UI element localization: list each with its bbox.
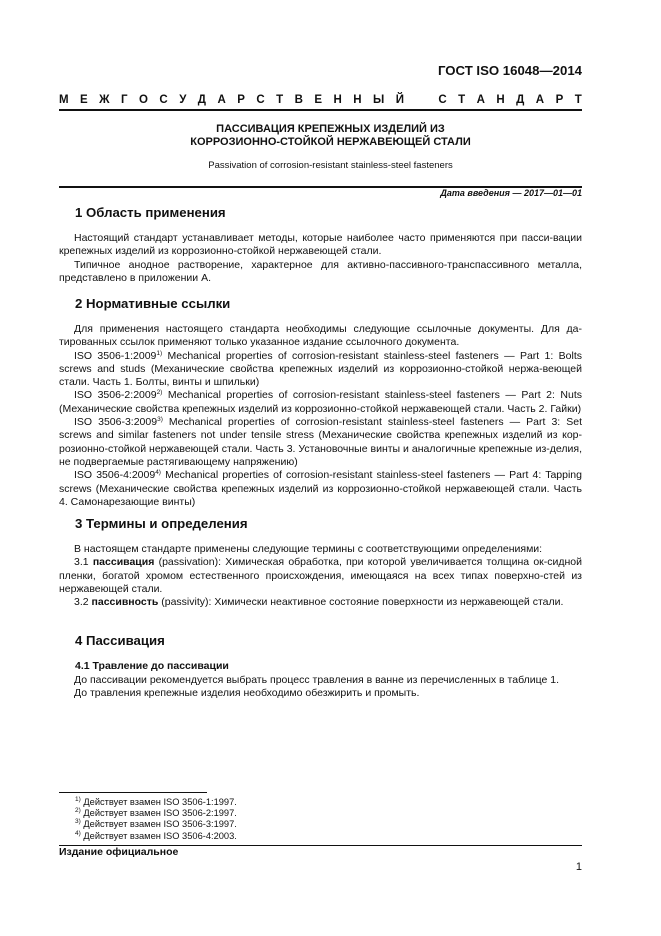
banner-letter: Е [80, 94, 88, 106]
s2-p1: Для применения настоящего стандарта необходимы следующие ссылочные документы. Для да-тированных ссылок применяют только указанное издание ссылочного документа. [59, 323, 582, 349]
title-ru [0, 123, 661, 149]
section-2-heading: 2 Нормативные ссылки [75, 296, 231, 311]
ref1-text: Mechanical properties of corrosion-resistant stainless-steel fasteners — Part 1: Bolts screws and studs (Механические свойства крепежных изделий из коррозионно-стойкой нержа-веющей стали. Часть 1. Болты, винты и шпильки) [59, 349, 582, 389]
banner-letter: Е [314, 94, 323, 106]
ref2-footnote-mark[interactable]: 2) [156, 389, 163, 397]
title-ru-line-2: КОРРОЗИОННО-СТОЙКОЙ НЕРЖАВЕЮЩЕЙ СТАЛИ [190, 136, 471, 148]
banner-letter: А [217, 94, 226, 106]
section-1-paragraph [59, 232, 582, 285]
banner-letter: Г [121, 94, 128, 106]
s1-p1: Настоящий стандарт устанавливает методы, которые наиболее часто применяются при пасси-вации крепежных изделий из коррозионно-стойкой нержавеющей стали. [59, 232, 582, 258]
banner-letter: У [179, 94, 187, 106]
s1-p2: Типичное анодное растворение, характерное для активно-пассивного-транспассивного металла, представлено в приложении А. [59, 258, 582, 284]
footnote-mark: 2) [75, 807, 81, 815]
section-2-paragraph [59, 323, 582, 509]
banner-letter: Н [333, 94, 342, 106]
footnote-mark: 3) [75, 818, 81, 826]
section-1-heading: 1 Область применения [75, 205, 226, 220]
banner-letter: М [59, 94, 69, 106]
s4-p2: До травления крепежные изделия необходимо обезжирить и промыть. [74, 687, 420, 700]
footnote-list [75, 797, 237, 842]
banner-letter: В [294, 94, 303, 106]
ref4-footnote-mark[interactable]: 4) [155, 469, 161, 477]
banner-letter: Й [395, 94, 404, 106]
ref4-text: Mechanical properties of corrosion-resistant stainless-steel fasteners — Part 4: Tapping screws (Механические свойства крепежных изделий из коррозионно-стойкой нержавеющей стали. Часть 4. Самонарезающие винты) [59, 469, 582, 508]
banner-letter: Д [516, 94, 525, 106]
section-3-heading: 3 Термины и определения [75, 516, 248, 531]
footnote-mark: 4) [75, 829, 81, 837]
banner-underline [59, 109, 582, 111]
interstate-standard-banner [59, 94, 582, 106]
footnote-mark: 1) [75, 796, 81, 803]
footnote-item [75, 819, 237, 830]
banner-letter: Н [353, 94, 362, 106]
section-4-heading: 4 Пассивация [75, 633, 165, 648]
banner-letter: Т [458, 94, 466, 106]
ref2-code: ISO 3506-2:2009 [74, 389, 157, 402]
title-ru-line-1: ПАССИВАЦИЯ КРЕПЕЖНЫХ ИЗДЕЛИЙ ИЗ [216, 123, 445, 135]
ref3-footnote-mark[interactable]: 3) [157, 416, 163, 424]
banner-letter: Т [276, 94, 284, 106]
section-4-paragraph [59, 674, 582, 701]
ref3-text: Mechanical properties of corrosion-resistant stainless-steel fasteners — Part 3: Set screws and similar fasteners not under tensile stress (Механические свойства крепежных изделий из кор-розионно-стойкой нержавеющей стали. Часть 3. Установочные винты и аналогичные крепежные из-делия, не подвергаемые растягивающему напряжению) [59, 416, 582, 468]
term-1-name: пассивация [92, 556, 155, 569]
banner-letter: С [438, 94, 447, 106]
banner-letter: С [256, 94, 265, 106]
term-1-number: 3.1 [74, 556, 93, 569]
banner-letter: Ж [99, 94, 110, 106]
banner-letter: Д [197, 94, 206, 106]
page-number: 1 [575, 861, 582, 873]
banner-letter: А [476, 94, 485, 106]
term-2-definition: (passivity): Химически неактивное состояние поверхности из нержавеющей стали. [158, 596, 564, 609]
term-2-name: пассивность [91, 596, 159, 609]
footnote-item [75, 808, 237, 819]
ref1-footnote-mark[interactable]: 1) [156, 349, 163, 357]
term-2-number: 3.2 [74, 596, 92, 609]
banner-letter: С [159, 94, 168, 106]
subsection-4-1-heading: 4.1 Травление до пассивации [75, 660, 229, 672]
footnote-item [75, 831, 237, 842]
ref4-code: ISO 3506-4:2009 [74, 469, 156, 482]
footnote-text: Действует взамен ISO 3506-4:2003. [80, 830, 237, 841]
banner-letter: О [139, 94, 148, 106]
intro-date: Дата введения — 2017—01—01 [440, 188, 582, 198]
document-number: ГОСТ ISO 16048—2014 [437, 63, 582, 78]
banner-letter: Р [237, 94, 245, 106]
edition-label: Издание официальное [59, 846, 179, 858]
ref3-code: ISO 3506-3:2009 [74, 416, 158, 429]
term-1-definition: (passivation): Химическая обработка, при которой увеличивается толщина ок-сидной пленки, богатой хромом естественного происхождения, имеющаяся на всех типах поверхно-стей из нержавеющей стали. [59, 556, 582, 595]
title-en: Passivation of corrosion-resistant stainless-steel fasteners [208, 160, 453, 171]
footnote-text: Действует взамен ISO 3506-3:1997. [80, 819, 237, 830]
s3-p1: В настоящем стандарте применены следующие термины с соответствующими определениями: [74, 543, 543, 555]
footnote-item [75, 797, 237, 808]
ref1-code: ISO 3506-1:2009 [74, 349, 157, 362]
section-3-paragraph [59, 543, 582, 609]
banner-letter: Т [574, 94, 582, 106]
banner-letter: А [535, 94, 545, 106]
banner-letter: Р [555, 94, 564, 106]
banner-letter: Н [496, 94, 505, 106]
footnote-text: Действует взамен ISO 3506-2:1997. [80, 808, 237, 819]
ref2-text: Mechanical properties of corrosion-resistant stainless-steel fasteners — Part 2: Nuts (Механические свойства крепежных изделий из коррозионно-стойкой нержавеющей стали. Часть 2. Гайки) [59, 389, 582, 415]
banner-letter: Ы [373, 94, 385, 106]
s4-p1: До пассивации рекомендуется выбрать процесс травления в ванне из перечисленных в таблице 1. [74, 674, 560, 686]
footnote-separator [59, 792, 207, 793]
footnote-text: Действует взамен ISO 3506-1:1997. [80, 797, 237, 807]
